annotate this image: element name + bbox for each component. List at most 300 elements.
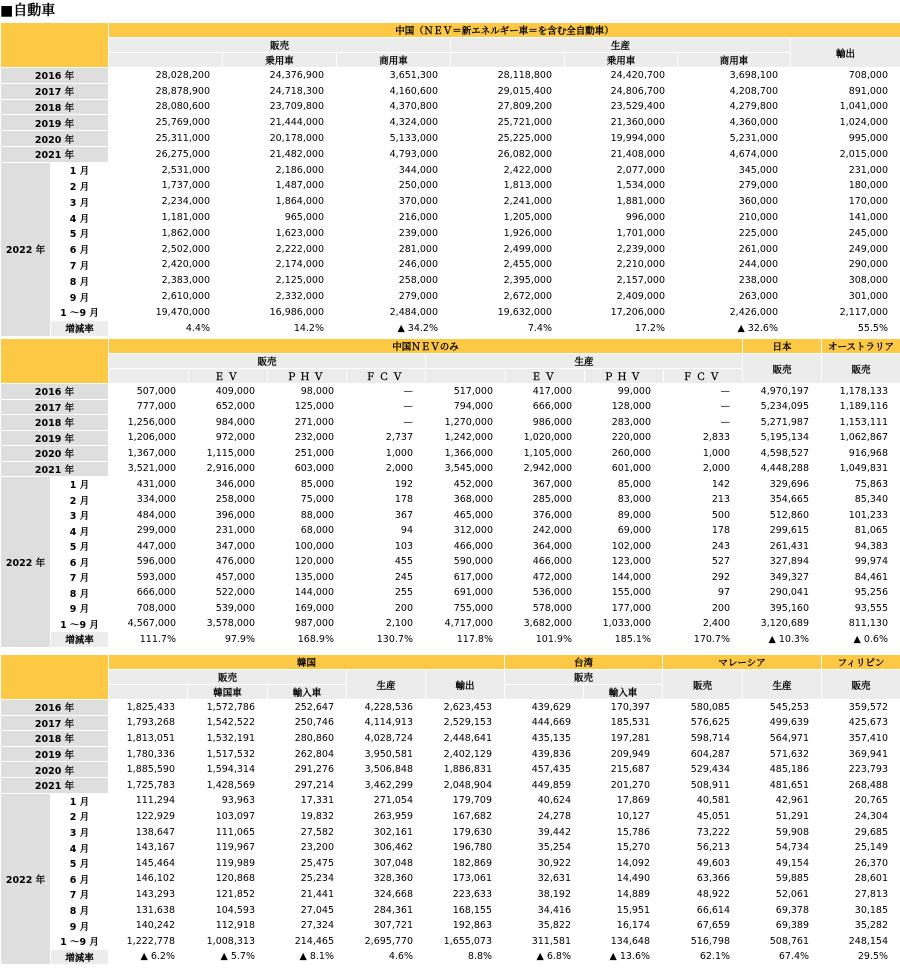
rate-cell: ▲ 13.6% <box>584 949 663 965</box>
table-row <box>1 762 900 778</box>
data-cell: 4,160,600 <box>337 83 451 99</box>
taiwan-sales-header: 販売 <box>505 670 663 685</box>
data-cell: 250,000 <box>337 178 451 194</box>
data-cell: 4,114,913 <box>347 715 426 731</box>
china-nev-japan-australia-table <box>0 338 900 648</box>
table-row <box>1 554 900 570</box>
data-cell: 99,974 <box>822 554 900 570</box>
header-corner <box>1 339 109 384</box>
data-cell: 19,994,000 <box>565 131 678 147</box>
data-cell: 284,361 <box>347 902 426 918</box>
rate-cell: 4.4% <box>109 320 223 336</box>
data-cell: 431,000 <box>109 477 189 493</box>
import-car-header: 輸入車 <box>268 685 347 700</box>
data-cell: 344,000 <box>337 162 451 178</box>
data-cell: 1,105,000 <box>506 446 585 462</box>
data-cell: 220,000 <box>585 430 664 446</box>
data-cell: 252,647 <box>268 700 347 716</box>
data-cell: 2,623,453 <box>426 700 505 716</box>
data-cell: 457,435 <box>505 762 584 778</box>
data-cell: 439,836 <box>505 746 584 762</box>
rate-cell: 62.1% <box>663 949 743 965</box>
data-cell: 271,000 <box>268 415 347 431</box>
rate-cell: 130.7% <box>347 632 426 648</box>
data-cell: 232,000 <box>268 430 347 446</box>
data-cell: 291,276 <box>268 762 347 778</box>
data-cell: 370,000 <box>337 194 451 210</box>
data-cell: 17,331 <box>268 793 347 809</box>
data-cell: 1,033,000 <box>585 616 664 632</box>
data-cell: 280,860 <box>268 731 347 747</box>
table-row <box>1 304 900 320</box>
data-cell: 3,698,100 <box>678 68 791 84</box>
data-cell: 283,000 <box>585 415 664 431</box>
data-cell: 20,765 <box>822 793 900 809</box>
data-cell: 122,929 <box>109 809 188 825</box>
rate-cell: 7.4% <box>451 320 565 336</box>
data-cell: 104,593 <box>188 902 268 918</box>
table-row <box>1 809 900 825</box>
rate-cell: 97.9% <box>189 632 268 648</box>
data-cell: 1,008,313 <box>188 933 268 949</box>
data-cell: 45,051 <box>663 809 743 825</box>
data-cell: 25,234 <box>268 871 347 887</box>
data-cell: 138,647 <box>109 824 188 840</box>
korea-production-header: 生産 <box>347 670 426 700</box>
data-cell: 27,324 <box>268 918 347 934</box>
data-cell: 580,085 <box>663 700 743 716</box>
rate-cell: ▲ 0.6% <box>822 632 900 648</box>
month-label: 1 月 <box>51 477 109 493</box>
data-cell: 2,048,904 <box>426 777 505 793</box>
data-cell: 794,000 <box>426 399 506 415</box>
data-cell: 301,000 <box>791 289 900 305</box>
philippines-sales-header: 販売 <box>822 670 900 700</box>
data-cell: 48,922 <box>663 887 743 903</box>
data-cell: 209,949 <box>584 746 663 762</box>
data-cell: 447,000 <box>109 539 189 555</box>
data-cell: 5,195,134 <box>743 430 822 446</box>
data-cell: 2,409,000 <box>565 289 678 305</box>
malaysia-sales-header: 販売 <box>663 670 743 700</box>
data-cell: 2,695,770 <box>347 933 426 949</box>
data-cell: 891,000 <box>791 83 900 99</box>
table-body <box>1 68 900 337</box>
data-cell: 299,000 <box>109 523 189 539</box>
year-label: 2021 年 <box>1 461 109 477</box>
data-cell: 35,282 <box>822 918 900 934</box>
data-cell: 215,687 <box>584 762 663 778</box>
data-cell: 39,442 <box>505 824 584 840</box>
data-cell: 466,000 <box>426 539 506 555</box>
data-cell: 25,721,000 <box>451 115 565 131</box>
data-cell: 1,701,000 <box>565 225 678 241</box>
data-cell: 2,395,000 <box>451 273 565 289</box>
data-cell: 99,000 <box>585 384 664 400</box>
data-cell: 26,275,000 <box>109 146 223 162</box>
data-cell: 27,809,200 <box>451 99 565 115</box>
data-cell: 3,521,000 <box>109 461 189 477</box>
rate-cell: ▲ 6.8% <box>505 949 584 965</box>
data-cell: 2,448,641 <box>426 731 505 747</box>
china-nev-group-header: 中国ＮＥＶのみ <box>109 339 743 354</box>
rate-cell: 111.7% <box>109 632 189 648</box>
table-row <box>1 194 900 210</box>
data-cell: 2,942,000 <box>506 461 585 477</box>
data-cell: 10,127 <box>584 809 663 825</box>
month-label: 4 月 <box>51 840 109 856</box>
data-cell: 168,155 <box>426 902 505 918</box>
data-cell: 143,293 <box>109 887 188 903</box>
table-body <box>1 700 900 965</box>
data-cell: 258,000 <box>337 273 451 289</box>
year-label: 2021 年 <box>1 777 109 793</box>
data-cell: 250,746 <box>268 715 347 731</box>
month-label: 6 月 <box>51 871 109 887</box>
data-cell: 1,205,000 <box>451 210 565 226</box>
data-cell: 2,531,000 <box>109 162 223 178</box>
data-cell: 84,461 <box>822 570 900 586</box>
data-cell: 4,674,000 <box>678 146 791 162</box>
data-cell: 210,000 <box>678 210 791 226</box>
malaysia-production-header: 生産 <box>743 670 822 700</box>
data-cell: 777,000 <box>109 399 189 415</box>
data-cell: 536,000 <box>506 585 585 601</box>
data-cell: 578,000 <box>506 601 585 617</box>
data-cell: 652,000 <box>189 399 268 415</box>
data-cell: 68,000 <box>268 523 347 539</box>
data-cell: 527 <box>664 554 743 570</box>
month-label: 3 月 <box>51 824 109 840</box>
data-cell: 1,153,111 <box>822 415 900 431</box>
data-cell: 564,971 <box>743 731 822 747</box>
data-cell: 4,324,000 <box>337 115 451 131</box>
rate-cell: 29.5% <box>822 949 900 965</box>
data-cell: 69,000 <box>585 523 664 539</box>
data-cell: 1,189,116 <box>822 399 900 415</box>
data-cell: 1,256,000 <box>109 415 189 431</box>
month-label: 8 月 <box>51 273 109 289</box>
data-cell: 2,484,000 <box>337 304 451 320</box>
data-cell: 984,000 <box>189 415 268 431</box>
taiwan-header: 台湾 <box>505 655 663 670</box>
data-cell: 155,000 <box>585 585 664 601</box>
data-cell: 27,582 <box>268 824 347 840</box>
data-cell: 312,000 <box>426 523 506 539</box>
data-cell: 69,389 <box>743 918 822 934</box>
data-cell: 2,210,000 <box>565 257 678 273</box>
data-cell: 21,408,000 <box>565 146 678 162</box>
data-cell: 324,668 <box>347 887 426 903</box>
data-cell: 225,000 <box>678 225 791 241</box>
data-cell: 59,885 <box>743 871 822 887</box>
data-cell: 260,000 <box>585 446 664 462</box>
data-cell: 245 <box>347 570 426 586</box>
data-cell: 2,000 <box>664 461 743 477</box>
data-cell: 103 <box>347 539 426 555</box>
table-row <box>1 508 900 524</box>
data-cell: 708,000 <box>109 601 189 617</box>
data-cell: 89,000 <box>585 508 664 524</box>
month-label: 9 月 <box>51 289 109 305</box>
prod-ev-header: ＥＶ <box>506 369 585 384</box>
table-row <box>1 115 900 131</box>
data-cell: — <box>347 415 426 431</box>
rate-cell: 67.4% <box>743 949 822 965</box>
data-cell: 1,181,000 <box>109 210 223 226</box>
data-cell: 708,000 <box>791 68 900 84</box>
data-cell: 596,000 <box>109 554 189 570</box>
data-cell: 279,000 <box>337 289 451 305</box>
data-cell: 244,000 <box>678 257 791 273</box>
rate-cell: 101.9% <box>506 632 585 648</box>
data-cell: 17,206,000 <box>565 304 678 320</box>
data-cell: 2,426,000 <box>678 304 791 320</box>
data-cell: 327,894 <box>743 554 822 570</box>
taiwan-import-header: 輸入車 <box>584 685 663 700</box>
data-cell: 261,431 <box>743 539 822 555</box>
table-row <box>1 178 900 194</box>
table-row <box>1 461 900 477</box>
data-cell: 279,000 <box>678 178 791 194</box>
table-row <box>1 415 900 431</box>
data-cell: 14,490 <box>584 871 663 887</box>
rate-cell: 4.6% <box>347 949 426 965</box>
data-cell: 98,000 <box>268 384 347 400</box>
month-label: 2 月 <box>51 492 109 508</box>
data-cell: 263,000 <box>678 289 791 305</box>
data-cell: 2,125,000 <box>223 273 337 289</box>
data-cell: 1,572,786 <box>188 700 268 716</box>
data-cell: 24,420,700 <box>565 68 678 84</box>
data-cell: 2,402,129 <box>426 746 505 762</box>
data-cell: 119,967 <box>188 840 268 856</box>
month-label: 7 月 <box>51 257 109 273</box>
data-cell: 94 <box>347 523 426 539</box>
data-cell: 1,534,000 <box>565 178 678 194</box>
data-cell: 512,860 <box>743 508 822 524</box>
data-cell: 1,428,569 <box>188 777 268 793</box>
data-cell: 66,614 <box>663 902 743 918</box>
data-cell: 449,859 <box>505 777 584 793</box>
data-cell: 49,603 <box>663 855 743 871</box>
year-2022-label: 2022 年 <box>1 477 51 648</box>
data-cell: 24,304 <box>822 809 900 825</box>
data-cell: 666,000 <box>109 585 189 601</box>
data-cell: 111,294 <box>109 793 188 809</box>
korea-taiwan-malaysia-philippines-table <box>0 654 900 965</box>
data-cell: 617,000 <box>426 570 506 586</box>
data-cell: 35,822 <box>505 918 584 934</box>
year-label: 2019 年 <box>1 430 109 446</box>
table-row <box>1 746 900 762</box>
rate-cell: ▲ 34.2% <box>337 320 451 336</box>
data-cell: 19,632,000 <box>451 304 565 320</box>
table-body <box>1 384 900 648</box>
data-cell: 85,340 <box>822 492 900 508</box>
header-corner <box>1 655 109 700</box>
data-cell: 25,225,000 <box>451 131 565 147</box>
data-cell: 30,185 <box>822 902 900 918</box>
sales-fcv-header: ＦＣＶ <box>347 369 426 384</box>
data-cell: 16,986,000 <box>223 304 337 320</box>
data-cell: 290,000 <box>791 257 900 273</box>
table-row <box>1 715 900 731</box>
data-cell: 972,000 <box>189 430 268 446</box>
data-cell: 2,672,000 <box>451 289 565 305</box>
data-cell: 965,000 <box>223 210 337 226</box>
data-cell: 185,531 <box>584 715 663 731</box>
data-cell: 14,889 <box>584 887 663 903</box>
sales-ev-header: ＥＶ <box>189 369 268 384</box>
data-cell: 1,000 <box>664 446 743 462</box>
data-cell: 529,434 <box>663 762 743 778</box>
data-cell: 26,082,000 <box>451 146 565 162</box>
korea-sales-header: 販売 <box>109 670 347 685</box>
data-cell: 24,806,700 <box>565 83 678 99</box>
data-cell: 146,102 <box>109 871 188 887</box>
data-cell: 23,200 <box>268 840 347 856</box>
data-cell: 141,000 <box>791 210 900 226</box>
data-cell: 21,360,000 <box>565 115 678 131</box>
data-cell: 1,885,590 <box>109 762 188 778</box>
data-cell: 4,567,000 <box>109 616 189 632</box>
data-cell: 444,669 <box>505 715 584 731</box>
data-cell: 2,000 <box>347 461 426 477</box>
data-cell: 111,065 <box>188 824 268 840</box>
data-cell: 539,000 <box>189 601 268 617</box>
table-row <box>1 902 900 918</box>
year-label: 2021 年 <box>1 146 109 162</box>
data-cell: 307,721 <box>347 918 426 934</box>
data-cell: 17,869 <box>584 793 663 809</box>
rate-row <box>1 632 900 648</box>
data-cell: 996,000 <box>565 210 678 226</box>
table-row <box>1 210 900 226</box>
korea-header: 韓国 <box>109 655 505 670</box>
data-cell: 1,594,314 <box>188 762 268 778</box>
data-cell: 5,133,000 <box>337 131 451 147</box>
data-cell: 25,769,000 <box>109 115 223 131</box>
data-cell: 23,529,400 <box>565 99 678 115</box>
month-label: 1 ～9 月 <box>51 616 109 632</box>
japan-sales-header: 販売 <box>743 354 822 384</box>
year-label: 2018 年 <box>1 731 109 747</box>
data-cell: 2,186,000 <box>223 162 337 178</box>
data-cell: 590,000 <box>426 554 506 570</box>
page-title: ■自動車 <box>0 3 56 19</box>
data-cell: 16,174 <box>584 918 663 934</box>
data-cell: 354,665 <box>743 492 822 508</box>
data-cell: 1,864,000 <box>223 194 337 210</box>
sales-phv-header: ＰＨＶ <box>268 369 347 384</box>
data-cell: 95,256 <box>822 585 900 601</box>
data-cell: 143,167 <box>109 840 188 856</box>
data-cell: 2,077,000 <box>565 162 678 178</box>
data-cell: 93,963 <box>188 793 268 809</box>
data-cell: 59,908 <box>743 824 822 840</box>
data-cell: 145,464 <box>109 855 188 871</box>
table-row <box>1 241 900 257</box>
data-cell: 345,000 <box>678 162 791 178</box>
rate-cell: ▲ 6.2% <box>109 949 188 965</box>
header-blank <box>505 685 584 700</box>
data-cell: 28,118,800 <box>451 68 565 84</box>
data-cell: 239,000 <box>337 225 451 241</box>
data-cell: 571,632 <box>743 746 822 762</box>
data-cell: 243 <box>664 539 743 555</box>
rate-cell: 55.5% <box>791 320 900 336</box>
data-cell: 120,000 <box>268 554 347 570</box>
data-cell: 216,000 <box>337 210 451 226</box>
data-cell: 4,370,800 <box>337 99 451 115</box>
table-row <box>1 840 900 856</box>
rate-row <box>1 320 900 336</box>
month-label: 7 月 <box>51 570 109 586</box>
data-cell: 83,000 <box>585 492 664 508</box>
data-cell: 29,015,400 <box>451 83 565 99</box>
table-row <box>1 855 900 871</box>
data-cell: 3,545,000 <box>426 461 506 477</box>
data-cell: 347,000 <box>189 539 268 555</box>
australia-sales-header: 販売 <box>822 354 900 384</box>
data-cell: 4,970,197 <box>743 384 822 400</box>
month-label: 1 月 <box>51 162 109 178</box>
data-cell: 245,000 <box>791 225 900 241</box>
data-cell: 23,709,800 <box>223 99 337 115</box>
data-cell: 2,222,000 <box>223 241 337 257</box>
data-cell: 25,475 <box>268 855 347 871</box>
data-cell: 986,000 <box>506 415 585 431</box>
data-cell: 112,918 <box>188 918 268 934</box>
data-cell: 1,020,000 <box>506 430 585 446</box>
data-cell: 357,410 <box>822 731 900 747</box>
data-cell: 93,555 <box>822 601 900 617</box>
month-label: 8 月 <box>51 902 109 918</box>
data-cell: 3,506,848 <box>347 762 426 778</box>
data-cell: 3,682,000 <box>506 616 585 632</box>
data-cell: 97 <box>664 585 743 601</box>
data-cell: 123,000 <box>585 554 664 570</box>
data-cell: 192 <box>347 477 426 493</box>
data-cell: 196,780 <box>426 840 505 856</box>
month-label: 2 月 <box>51 809 109 825</box>
month-label: 1 ～9 月 <box>51 304 109 320</box>
data-cell: 417,000 <box>506 384 585 400</box>
data-cell: 297,214 <box>268 777 347 793</box>
rate-cell: 8.8% <box>426 949 505 965</box>
table-row <box>1 446 900 462</box>
data-cell: — <box>347 384 426 400</box>
data-cell: 144,000 <box>585 570 664 586</box>
month-label: 6 月 <box>51 554 109 570</box>
month-label: 1 ～9 月 <box>51 933 109 949</box>
header-blank <box>109 53 223 68</box>
data-cell: 4,279,800 <box>678 99 791 115</box>
data-cell: 170,397 <box>584 700 663 716</box>
data-cell: 103,097 <box>188 809 268 825</box>
year-label: 2019 年 <box>1 746 109 762</box>
data-cell: 1,542,522 <box>188 715 268 731</box>
data-cell: 1,115,000 <box>189 446 268 462</box>
data-cell: 3,651,300 <box>337 68 451 84</box>
data-cell: 349,327 <box>743 570 822 586</box>
data-cell: 42,961 <box>743 793 822 809</box>
data-cell: 2,529,153 <box>426 715 505 731</box>
china-group-header: 中国（ＮＥＶ＝新エネルギー車＝を含む全自動車） <box>109 23 900 38</box>
data-cell: 500 <box>664 508 743 524</box>
data-cell: 29,685 <box>822 824 900 840</box>
